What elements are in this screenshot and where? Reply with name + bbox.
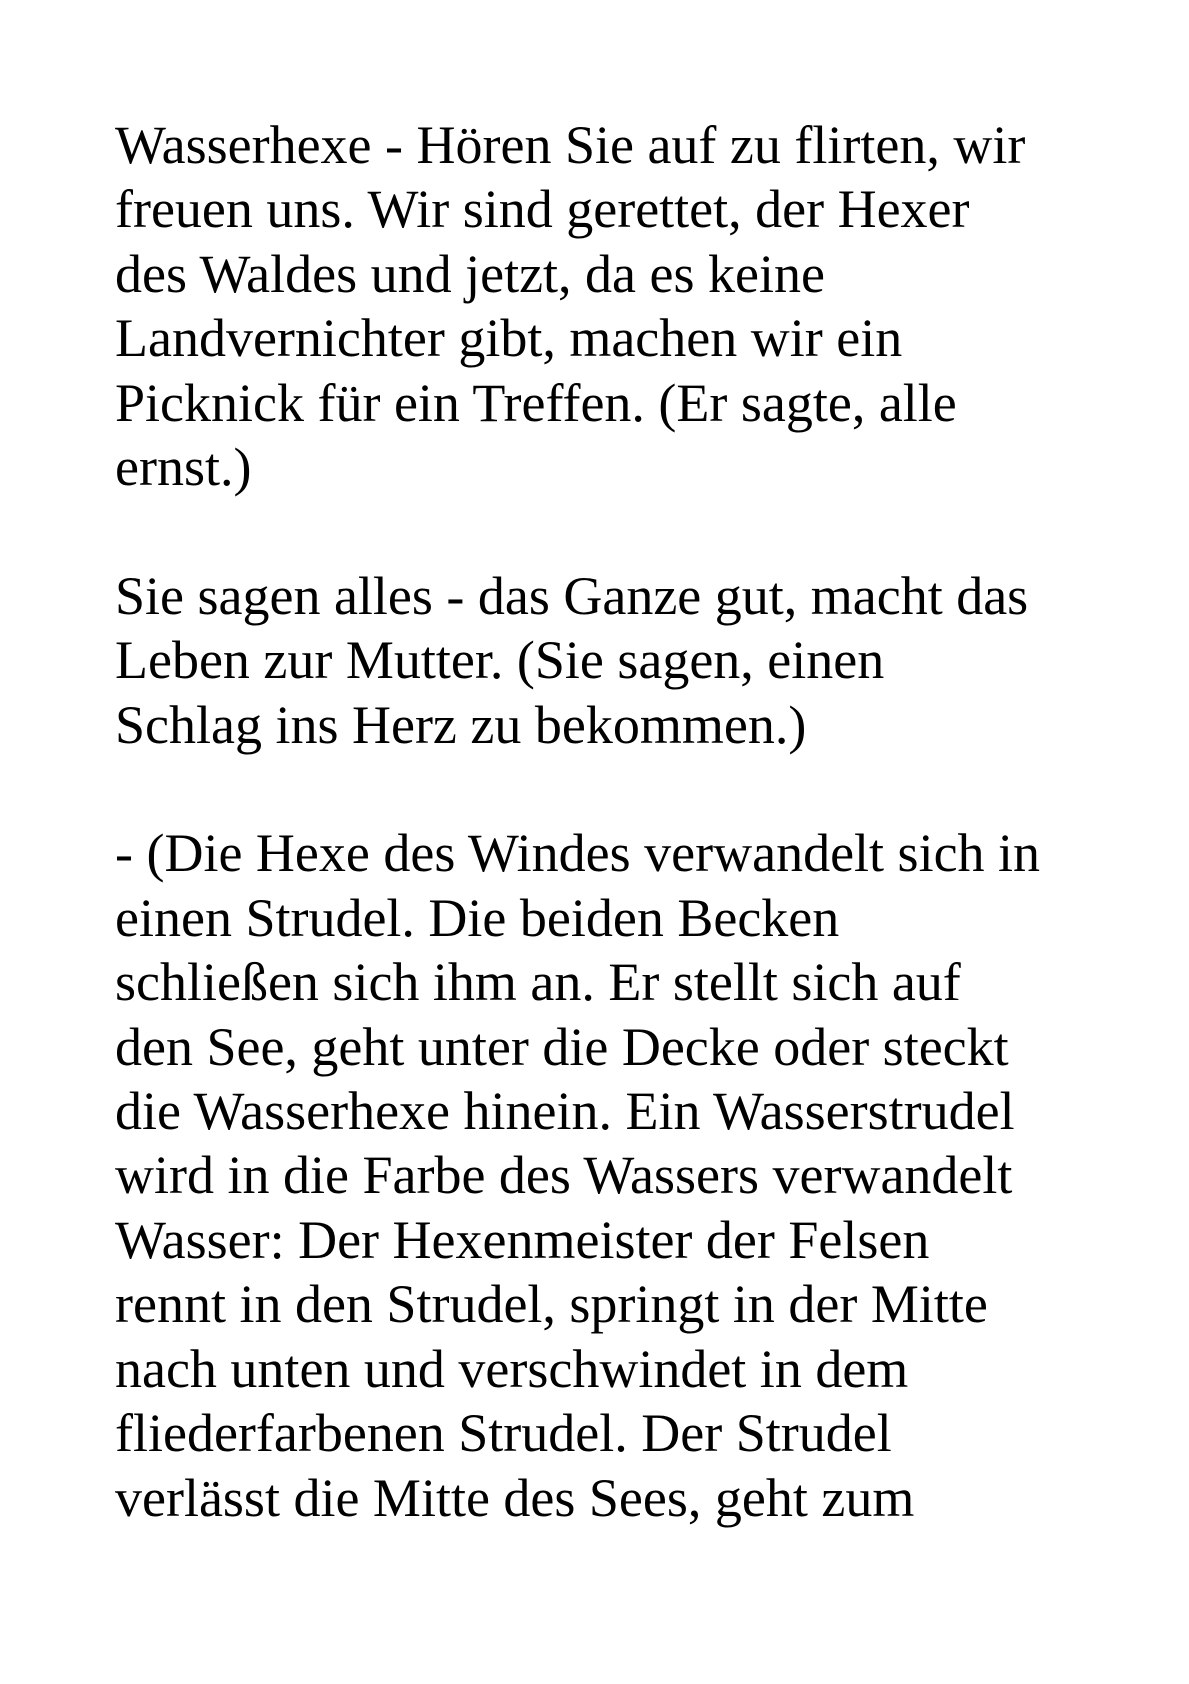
text-line: - (Die Hexe des Windes verwandelt sich in xyxy=(115,823,1041,884)
text-line: Leben zur Mutter. (Sie sagen, einen xyxy=(115,630,885,691)
text-line: freuen uns. Wir sind gerettet, der Hexer xyxy=(115,179,970,240)
text-line: Schlag ins Herz zu bekommen.) xyxy=(115,694,807,755)
text-line: Wasser: Der Hexenmeister der Felsen xyxy=(115,1209,930,1270)
paragraph-spacer xyxy=(115,757,1129,821)
paragraph-1 xyxy=(115,113,1129,499)
text-line: ernst.) xyxy=(115,437,252,498)
text-line: Wasserhexe - Hören Sie auf zu flirten, wir xyxy=(115,115,1026,175)
text-line: rennt in den Strudel, springt in der Mitte xyxy=(115,1274,988,1335)
text-line: schließen sich ihm an. Er stellt sich auf xyxy=(115,952,961,1013)
paragraph-spacer xyxy=(115,499,1129,563)
text-line: nach unten und verschwindet in dem xyxy=(115,1338,909,1399)
text-line: den See, geht unter die Decke oder steckt xyxy=(115,1016,1009,1077)
text-line: einen Strudel. Die beiden Becken xyxy=(115,887,840,948)
text-line: Picknick für ein Treffen. (Er sagte, alle xyxy=(115,372,957,433)
paragraph-3 xyxy=(115,821,1129,1529)
text-line: verlässt die Mitte des Sees, geht zum xyxy=(115,1467,915,1528)
text-line: wird in die Farbe des Wassers verwandelt xyxy=(115,1145,1013,1206)
text-line: fliederfarbenen Strudel. Der Strudel xyxy=(115,1403,892,1464)
text-line: die Wasserhexe hinein. Ein Wasserstrudel xyxy=(115,1081,1015,1142)
text-line: Sie sagen alles - das Ganze gut, macht das xyxy=(115,565,1029,626)
paragraph-2 xyxy=(115,564,1129,757)
text-line: Landvernichter gibt, machen wir ein xyxy=(115,308,903,369)
text-line: des Waldes und jetzt, da es keine xyxy=(115,243,825,304)
